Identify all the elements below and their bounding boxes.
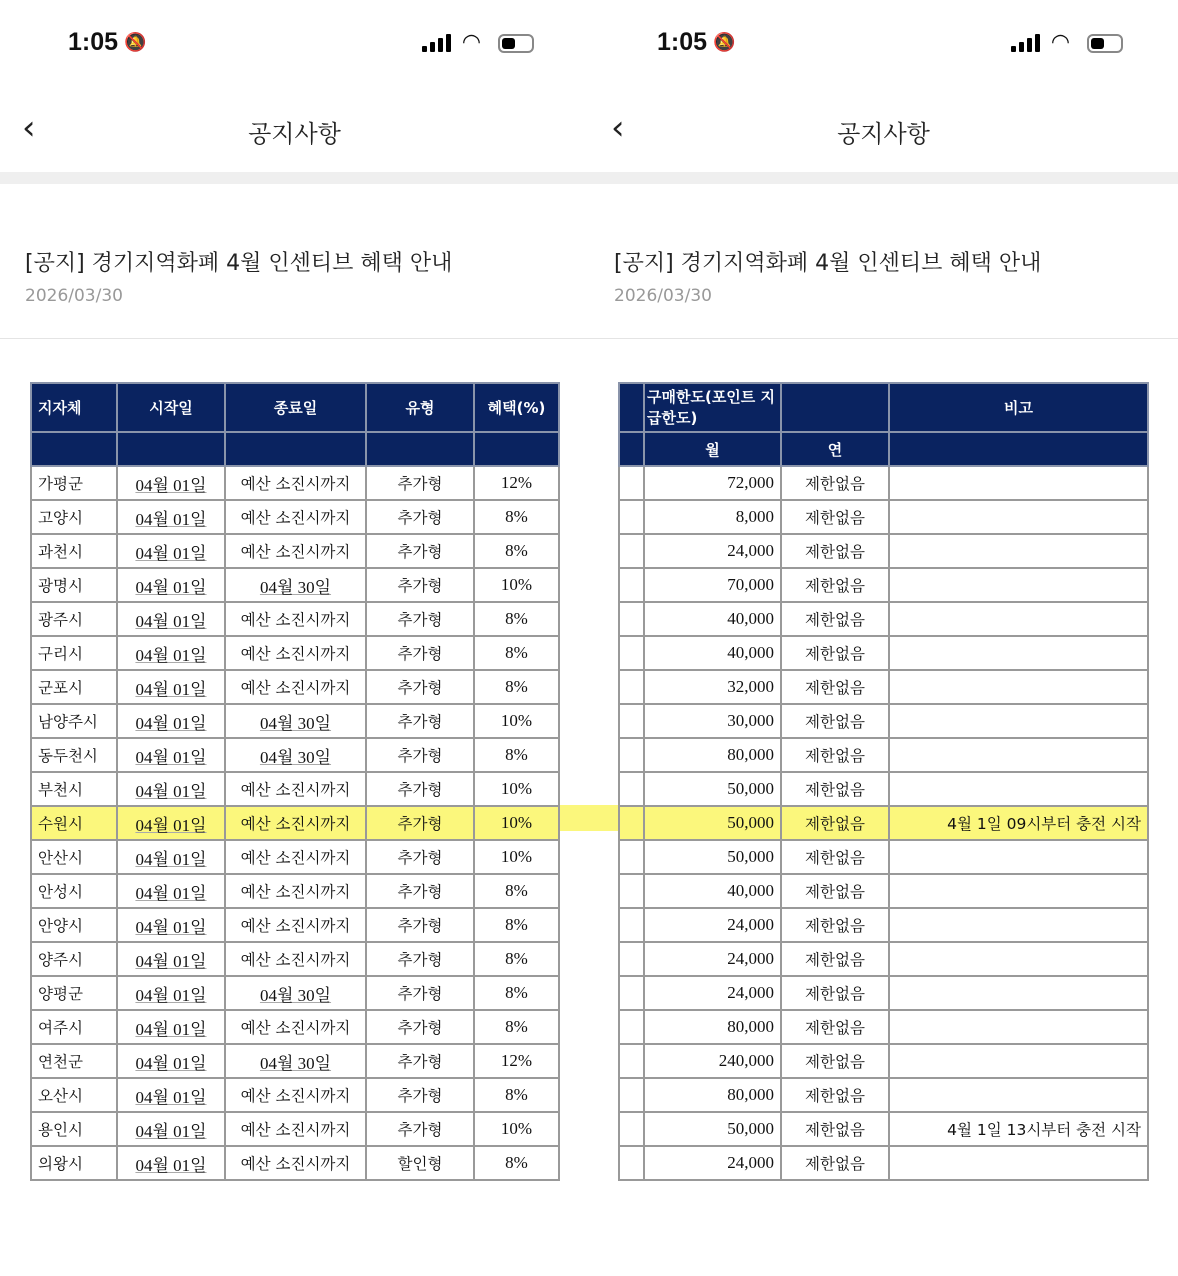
note-cell: 4월 1일 13시부터 충전 시작: [889, 1112, 1148, 1146]
municipality-cell: 용인시: [31, 1112, 117, 1146]
table-row: [31, 908, 559, 942]
status-time: 1:05: [657, 28, 708, 56]
yearly-limit-cell: 제한없음: [781, 1010, 889, 1044]
monthly-limit-cell: 240,000: [644, 1044, 781, 1078]
note-cell: [889, 534, 1148, 568]
note-cell: [889, 874, 1148, 908]
municipality-cell: 과천시: [31, 534, 117, 568]
header-spacer: [31, 432, 117, 466]
yearly-limit-cell: 제한없음: [781, 534, 889, 568]
end-date-cell: 예산 소진시까지: [225, 1112, 366, 1146]
note-cell: [889, 942, 1148, 976]
benefit-cell: 8%: [474, 738, 559, 772]
column-header-purchase-limit: 구매한도(포인트 지급한도): [644, 383, 781, 432]
table-row: [31, 636, 559, 670]
note-cell: [889, 976, 1148, 1010]
header-spacer: [889, 432, 1148, 466]
table-row: [31, 976, 559, 1010]
benefit-cell: 12%: [474, 1044, 559, 1078]
note-cell: [889, 466, 1148, 500]
municipality-cell: 오산시: [31, 1078, 117, 1112]
type-cell: 추가형: [366, 704, 474, 738]
end-date-cell: 예산 소진시까지: [225, 602, 366, 636]
note-cell: [889, 500, 1148, 534]
note-cell: [889, 704, 1148, 738]
back-button[interactable]: ‹: [611, 108, 625, 148]
page-title: 공지사항: [837, 120, 930, 148]
monthly-limit-cell: 40,000: [644, 874, 781, 908]
benefit-cell: 10%: [474, 840, 559, 874]
table-row: [619, 1078, 1148, 1112]
start-date-cell: 04월 01일: [117, 704, 225, 738]
type-cell: 추가형: [366, 908, 474, 942]
end-date-cell: 예산 소진시까지: [225, 636, 366, 670]
start-date-cell: 04월 01일: [117, 942, 225, 976]
yearly-limit-cell: 제한없음: [781, 908, 889, 942]
benefit-cell: 10%: [474, 704, 559, 738]
municipality-cell: 안산시: [31, 840, 117, 874]
end-date-cell: 04월 30일: [225, 568, 366, 602]
type-cell: 추가형: [366, 500, 474, 534]
yearly-limit-cell: 제한없음: [781, 670, 889, 704]
type-cell: 할인형: [366, 1146, 474, 1180]
note-cell: [889, 738, 1148, 772]
row-stub: [619, 602, 644, 636]
yearly-limit-cell: 제한없음: [781, 568, 889, 602]
table-row: [619, 1146, 1148, 1180]
start-date-cell: 04월 01일: [117, 466, 225, 500]
column-header: 시작일: [117, 383, 225, 432]
start-date-cell: 04월 01일: [117, 568, 225, 602]
section-divider: [0, 172, 589, 184]
end-date-cell: 예산 소진시까지: [225, 908, 366, 942]
yearly-limit-cell: 제한없음: [781, 840, 889, 874]
monthly-limit-cell: 24,000: [644, 976, 781, 1010]
type-cell: 추가형: [366, 1078, 474, 1112]
monthly-limit-cell: 8,000: [644, 500, 781, 534]
row-stub: [619, 1044, 644, 1078]
start-date-cell: 04월 01일: [117, 1010, 225, 1044]
note-cell: [889, 636, 1148, 670]
municipality-cell: 양평군: [31, 976, 117, 1010]
yearly-limit-cell: 제한없음: [781, 466, 889, 500]
municipality-cell: 남양주시: [31, 704, 117, 738]
type-cell: 추가형: [366, 466, 474, 500]
row-stub: [619, 636, 644, 670]
benefit-cell: 8%: [474, 874, 559, 908]
start-date-cell: 04월 01일: [117, 908, 225, 942]
table-row: [619, 942, 1148, 976]
divider: [589, 338, 1178, 339]
table-row: [31, 568, 559, 602]
column-header-month: 월: [644, 432, 781, 466]
table-row: [31, 1078, 559, 1112]
post-title: [공지] 경기지역화폐 4월 인센티브 혜택 안내: [25, 251, 453, 276]
municipality-cell: 의왕시: [31, 1146, 117, 1180]
yearly-limit-cell: 제한없음: [781, 1078, 889, 1112]
type-cell: 추가형: [366, 534, 474, 568]
end-date-cell: 예산 소진시까지: [225, 466, 366, 500]
end-date-cell: 예산 소진시까지: [225, 874, 366, 908]
end-date-cell: 04월 30일: [225, 1044, 366, 1078]
row-stub: [619, 1146, 644, 1180]
end-date-cell: 04월 30일: [225, 738, 366, 772]
type-cell: 추가형: [366, 1112, 474, 1146]
monthly-limit-cell: 24,000: [644, 942, 781, 976]
header-spacer: [619, 432, 644, 466]
row-stub: [619, 466, 644, 500]
table-row: [31, 1010, 559, 1044]
monthly-limit-cell: 50,000: [644, 806, 781, 840]
note-cell: [889, 1044, 1148, 1078]
municipality-cell: 수원시: [31, 806, 117, 840]
row-stub: [619, 772, 644, 806]
start-date-cell: 04월 01일: [117, 772, 225, 806]
table-row: [31, 534, 559, 568]
post-date: 2026/03/30: [25, 286, 123, 306]
table-row: [619, 1112, 1148, 1146]
start-date-cell: 04월 01일: [117, 1078, 225, 1112]
end-date-cell: 04월 30일: [225, 704, 366, 738]
note-cell: [889, 1078, 1148, 1112]
table-row: [31, 1112, 559, 1146]
yearly-limit-cell: 제한없음: [781, 1044, 889, 1078]
start-date-cell: 04월 01일: [117, 806, 225, 840]
monthly-limit-cell: 24,000: [644, 1146, 781, 1180]
yearly-limit-cell: 제한없음: [781, 1146, 889, 1180]
table-row: [619, 806, 1148, 840]
monthly-limit-cell: 24,000: [644, 908, 781, 942]
header-spacer: [366, 432, 474, 466]
table-row: [31, 602, 559, 636]
monthly-limit-cell: 50,000: [644, 840, 781, 874]
yearly-limit-cell: 제한없음: [781, 704, 889, 738]
column-header-note: 비고: [889, 383, 1148, 432]
monthly-limit-cell: 72,000: [644, 466, 781, 500]
yearly-limit-cell: 제한없음: [781, 976, 889, 1010]
row-stub: [619, 908, 644, 942]
table-row: [619, 908, 1148, 942]
municipality-cell: 안양시: [31, 908, 117, 942]
divider: [0, 338, 589, 339]
row-stub: [619, 874, 644, 908]
start-date-cell: 04월 01일: [117, 534, 225, 568]
type-cell: 추가형: [366, 568, 474, 602]
note-cell: 4월 1일 09시부터 충전 시작: [889, 806, 1148, 840]
table-row: [31, 806, 559, 840]
row-stub: [619, 1112, 644, 1146]
benefit-cell: 10%: [474, 772, 559, 806]
table-row: [31, 704, 559, 738]
monthly-limit-cell: 30,000: [644, 704, 781, 738]
yearly-limit-cell: 제한없음: [781, 772, 889, 806]
note-cell: [889, 772, 1148, 806]
municipality-cell: 동두천시: [31, 738, 117, 772]
table-row: [619, 704, 1148, 738]
benefit-cell: 8%: [474, 1146, 559, 1180]
table-row: [619, 1044, 1148, 1078]
header-spacer: [117, 432, 225, 466]
municipality-cell: 부천시: [31, 772, 117, 806]
row-stub: [619, 942, 644, 976]
table-row: [619, 534, 1148, 568]
municipality-cell: 양주시: [31, 942, 117, 976]
table-row: [619, 670, 1148, 704]
column-header: 혜택(%): [474, 383, 559, 432]
start-date-cell: 04월 01일: [117, 500, 225, 534]
start-date-cell: 04월 01일: [117, 976, 225, 1010]
post-title: [공지] 경기지역화폐 4월 인센티브 혜택 안내: [614, 251, 1042, 276]
bell-muted-icon: 🔕: [713, 32, 736, 53]
municipality-cell: 광주시: [31, 602, 117, 636]
monthly-limit-cell: 50,000: [644, 1112, 781, 1146]
benefit-cell: 8%: [474, 602, 559, 636]
table-row: [31, 874, 559, 908]
column-header: 지자체: [31, 383, 117, 432]
type-cell: 추가형: [366, 942, 474, 976]
table-row: [31, 942, 559, 976]
municipality-cell: 구리시: [31, 636, 117, 670]
row-stub: [619, 568, 644, 602]
type-cell: 추가형: [366, 602, 474, 636]
yearly-limit-cell: 제한없음: [781, 1112, 889, 1146]
end-date-cell: 예산 소진시까지: [225, 534, 366, 568]
end-date-cell: 예산 소진시까지: [225, 1146, 366, 1180]
monthly-limit-cell: 32,000: [644, 670, 781, 704]
column-header: 종료일: [225, 383, 366, 432]
benefit-cell: 12%: [474, 466, 559, 500]
table-row: [619, 500, 1148, 534]
table-row: [619, 772, 1148, 806]
start-date-cell: 04월 01일: [117, 874, 225, 908]
type-cell: 추가형: [366, 1044, 474, 1078]
benefit-cell: 8%: [474, 1010, 559, 1044]
monthly-limit-cell: 24,000: [644, 534, 781, 568]
column-header-year: 연: [781, 432, 889, 466]
note-cell: [889, 568, 1148, 602]
table-row: [31, 772, 559, 806]
yearly-limit-cell: 제한없음: [781, 636, 889, 670]
end-date-cell: 예산 소진시까지: [225, 840, 366, 874]
row-stub: [619, 738, 644, 772]
start-date-cell: 04월 01일: [117, 738, 225, 772]
type-cell: 추가형: [366, 636, 474, 670]
header-spacer: [225, 432, 366, 466]
table-row: [31, 738, 559, 772]
note-cell: [889, 670, 1148, 704]
municipality-cell: 연천군: [31, 1044, 117, 1078]
back-button[interactable]: ‹: [22, 108, 36, 148]
benefit-cell: 8%: [474, 942, 559, 976]
benefit-cell: 8%: [474, 534, 559, 568]
benefit-cell: 8%: [474, 500, 559, 534]
yearly-limit-cell: 제한없음: [781, 602, 889, 636]
row-stub: [619, 704, 644, 738]
cellular-signal-icon: [422, 34, 451, 52]
end-date-cell: 예산 소진시까지: [225, 1078, 366, 1112]
start-date-cell: 04월 01일: [117, 670, 225, 704]
table-row: [31, 1044, 559, 1078]
monthly-limit-cell: 70,000: [644, 568, 781, 602]
row-stub: [619, 976, 644, 1010]
table-row: [619, 466, 1148, 500]
status-time: 1:05: [68, 28, 119, 56]
page-title: 공지사항: [248, 120, 341, 148]
table-row: [619, 636, 1148, 670]
cellular-signal-icon: [1011, 34, 1040, 52]
benefit-cell: 8%: [474, 636, 559, 670]
wifi-icon: ◠: [463, 30, 480, 55]
monthly-limit-cell: 80,000: [644, 738, 781, 772]
battery-icon: [498, 34, 534, 53]
start-date-cell: 04월 01일: [117, 1112, 225, 1146]
monthly-limit-cell: 80,000: [644, 1078, 781, 1112]
row-stub: [619, 1078, 644, 1112]
start-date-cell: 04월 01일: [117, 840, 225, 874]
notice-table-left: [30, 382, 560, 1175]
table-row: [619, 874, 1148, 908]
end-date-cell: 예산 소진시까지: [225, 772, 366, 806]
start-date-cell: 04월 01일: [117, 602, 225, 636]
municipality-cell: 군포시: [31, 670, 117, 704]
monthly-limit-cell: 40,000: [644, 636, 781, 670]
start-date-cell: 04월 01일: [117, 1044, 225, 1078]
table-row: [31, 670, 559, 704]
municipality-cell: 안성시: [31, 874, 117, 908]
section-divider: [589, 172, 1178, 184]
highlight-marker: [558, 805, 618, 831]
yearly-limit-cell: 제한없음: [781, 874, 889, 908]
municipality-cell: 가평군: [31, 466, 117, 500]
end-date-cell: 04월 30일: [225, 976, 366, 1010]
benefit-cell: 10%: [474, 568, 559, 602]
benefit-cell: 8%: [474, 1078, 559, 1112]
note-cell: [889, 1010, 1148, 1044]
yearly-limit-cell: 제한없음: [781, 942, 889, 976]
row-stub: [619, 1010, 644, 1044]
type-cell: 추가형: [366, 976, 474, 1010]
table-row: [619, 840, 1148, 874]
table-row: [31, 840, 559, 874]
start-date-cell: 04월 01일: [117, 636, 225, 670]
table-row: [619, 976, 1148, 1010]
row-stub: [619, 534, 644, 568]
benefit-cell: 10%: [474, 1112, 559, 1146]
benefit-cell: 8%: [474, 670, 559, 704]
row-stub: [619, 670, 644, 704]
type-cell: 추가형: [366, 806, 474, 840]
end-date-cell: 예산 소진시까지: [225, 1010, 366, 1044]
header-spacer: [474, 432, 559, 466]
type-cell: 추가형: [366, 772, 474, 806]
monthly-limit-cell: 50,000: [644, 772, 781, 806]
row-stub: [619, 840, 644, 874]
bell-muted-icon: 🔕: [124, 32, 147, 53]
table-row: [619, 1010, 1148, 1044]
yearly-limit-cell: 제한없음: [781, 806, 889, 840]
municipality-cell: 고양시: [31, 500, 117, 534]
end-date-cell: 예산 소진시까지: [225, 942, 366, 976]
wifi-icon: ◠: [1052, 30, 1069, 55]
yearly-limit-cell: 제한없음: [781, 500, 889, 534]
column-header: 유형: [366, 383, 474, 432]
header-spacer: [619, 383, 644, 432]
municipality-cell: 광명시: [31, 568, 117, 602]
type-cell: 추가형: [366, 1010, 474, 1044]
type-cell: 추가형: [366, 874, 474, 908]
type-cell: 추가형: [366, 670, 474, 704]
row-stub: [619, 806, 644, 840]
type-cell: 추가형: [366, 738, 474, 772]
yearly-limit-cell: 제한없음: [781, 738, 889, 772]
monthly-limit-cell: 40,000: [644, 602, 781, 636]
table-row: [619, 602, 1148, 636]
type-cell: 추가형: [366, 840, 474, 874]
monthly-limit-cell: 80,000: [644, 1010, 781, 1044]
notice-table-right: [618, 382, 1149, 1173]
end-date-cell: 예산 소진시까지: [225, 806, 366, 840]
table-row: [31, 500, 559, 534]
table-row: [31, 466, 559, 500]
benefit-cell: 8%: [474, 976, 559, 1010]
note-cell: [889, 602, 1148, 636]
benefit-cell: 10%: [474, 806, 559, 840]
battery-icon: [1087, 34, 1123, 53]
table-row: [31, 1146, 559, 1180]
table-row: [619, 738, 1148, 772]
end-date-cell: 예산 소진시까지: [225, 500, 366, 534]
note-cell: [889, 840, 1148, 874]
end-date-cell: 예산 소진시까지: [225, 670, 366, 704]
table-row: [619, 568, 1148, 602]
note-cell: [889, 1146, 1148, 1180]
header-spacer: [781, 383, 889, 432]
benefit-cell: 8%: [474, 908, 559, 942]
post-date: 2026/03/30: [614, 286, 712, 306]
note-cell: [889, 908, 1148, 942]
municipality-cell: 여주시: [31, 1010, 117, 1044]
row-stub: [619, 500, 644, 534]
start-date-cell: 04월 01일: [117, 1146, 225, 1180]
